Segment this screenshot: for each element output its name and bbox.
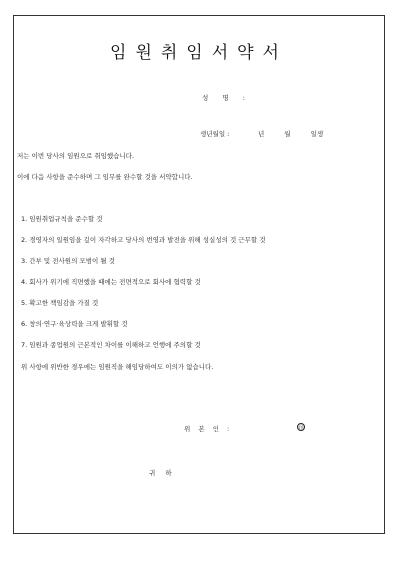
dob-month-label: 월 [284, 130, 291, 138]
signer-label: 위 본 인 : [184, 425, 233, 433]
intro-line-1: 저는 이번 당사의 임원으로 취임했습니다. [17, 152, 135, 160]
document-title: 임원취임서약서 [110, 43, 288, 63]
seal-mark: ㊞ [298, 425, 304, 431]
pledge-item-7: 7. 임원과 종업원의 근본적인 차이를 이해하고 언행에 주의할 것 [21, 341, 201, 349]
dob-day-label: 일생 [310, 130, 324, 138]
addressee: 귀 하 [149, 469, 176, 477]
date-of-birth-parts [258, 129, 323, 138]
dob-year-label: 년 [258, 130, 265, 138]
pledge-item-4: 4. 회사가 위기에 직면했을 때에는 전면적으로 회사에 협력할 것 [21, 278, 201, 286]
pledge-item-5: 5. 확고한 책임감을 가질 것 [21, 299, 99, 307]
pledge-item-2: 2. 경영자의 일원임을 깊이 자각하고 당사의 번영과 발전을 위해 성실성의 것 근무할 것 [21, 236, 266, 244]
document-frame [13, 15, 385, 534]
date-of-birth-label: 생년월일 : [200, 130, 230, 138]
closing-statement: 위 사항에 위반한 경우에는 임원직을 해임당하여도 이의가 없습니다. [21, 363, 214, 371]
pledge-item-1: 1. 임원취업규칙을 준수할 것 [21, 215, 103, 223]
pledge-item-3: 3. 간부 및 전사원의 모범이 될 것 [21, 257, 115, 265]
seal-icon [297, 423, 305, 431]
intro-line-2: 이에 다음 사항을 준수하며 그 임무를 완수할 것을 서약합니다. [17, 173, 193, 181]
name-label: 성 명 : [202, 94, 251, 102]
pledge-item-6: 6. 창의·연구·육상력을 크게 발휘할 것 [21, 320, 128, 328]
